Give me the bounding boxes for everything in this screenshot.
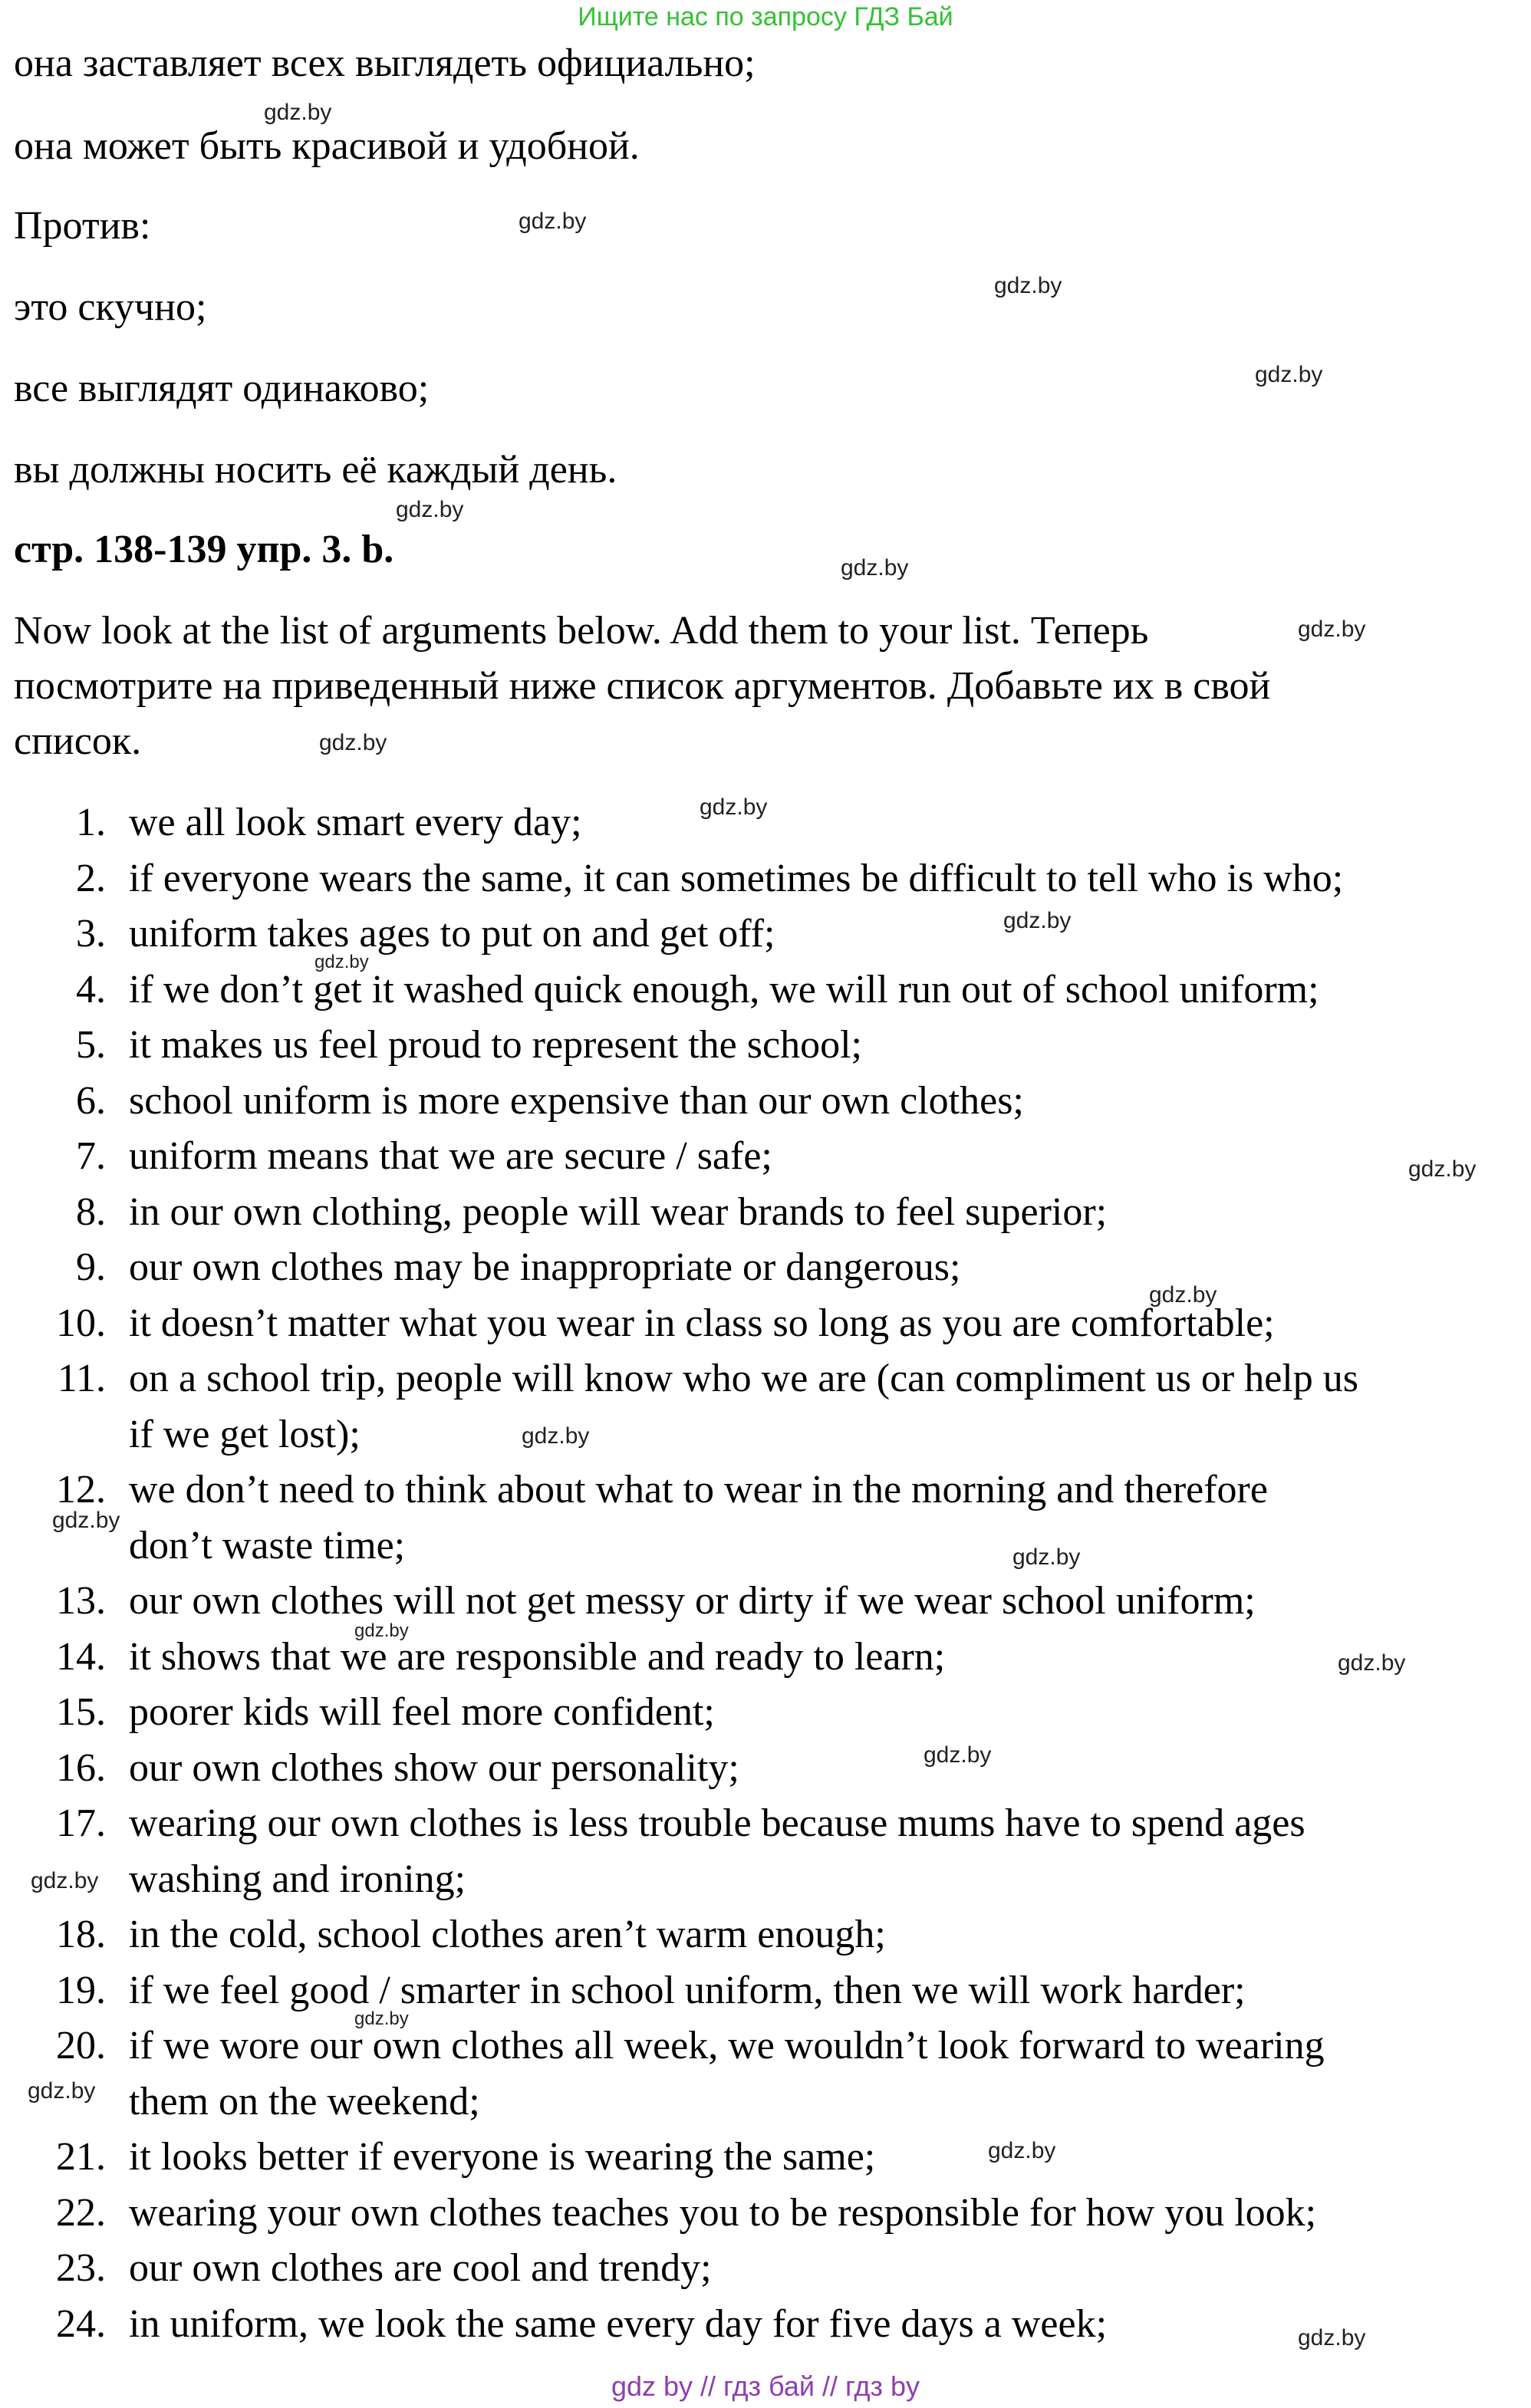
instruction-line-1: Now look at the list of arguments below. Add them to your list. Теперь (14, 609, 1149, 653)
argument-text: poorer kids will feel more confident; (129, 1690, 715, 1734)
argument-text: if we wore our own clothes all week, we wouldn’t look forward to wearing (129, 2024, 1325, 2068)
argument-text: if we feel good / smarter in school uniform, then we will work harder; (129, 1969, 1246, 2012)
argument-text: wearing our own clothes is less trouble because mums have to spend ages (129, 1801, 1305, 1845)
argument-number: 12. (56, 1468, 106, 1512)
argument-number: 11. (57, 1357, 106, 1400)
watermark: gdz.by (1298, 2325, 1366, 2350)
footer-links[interactable]: gdz by // гдз бай // гдз by (611, 2370, 920, 2402)
argument-text: our own clothes show our personality; (129, 1746, 739, 1790)
argument-text: it doesn’t matter what you wear in class so long as you are comfortable; (129, 1301, 1275, 1345)
argument-text: on a school trip, people will know who we are (can compliment us or help us (129, 1357, 1358, 1400)
argument-number: 18. (56, 1913, 106, 1956)
task-heading: стр. 138-139 упр. 3. b. (14, 528, 394, 571)
watermark: gdz.by (314, 952, 369, 972)
watermark: gdz.by (1338, 1650, 1406, 1676)
argument-number: 19. (56, 1969, 106, 2012)
argument-number: 6. (76, 1079, 106, 1123)
argument-number: 20. (56, 2024, 106, 2068)
argument-number: 5. (76, 1023, 106, 1067)
argument-text: wearing your own clothes teaches you to be responsible for how you look; (129, 2191, 1317, 2235)
argument-text: our own clothes may be inappropriate or dangerous; (129, 1245, 961, 1289)
argument-number: 4. (76, 968, 106, 1012)
con-argument-3: вы должны носить её каждый день. (14, 448, 617, 492)
search-banner[interactable]: Ищите нас по запросу ГДЗ Бай (578, 2, 953, 31)
watermark: gdz.by (1012, 1544, 1081, 1570)
watermark: gdz.by (31, 1868, 99, 1893)
argument-text: uniform means that we are secure / safe; (129, 1134, 772, 1178)
argument-text: them on the weekend; (129, 2080, 480, 2123)
argument-text: school uniform is more expensive than our own clothes; (129, 1079, 1024, 1123)
argument-number: 1. (76, 801, 106, 844)
argument-number: 8. (76, 1190, 106, 1234)
instruction-line-3: список. (14, 719, 142, 763)
watermark: gdz.by (1003, 908, 1072, 933)
instruction-line-2: посмотрите на приведенный ниже список аргументов. Добавьте их в свой (14, 664, 1271, 708)
argument-number: 13. (56, 1579, 106, 1623)
argument-number: 23. (56, 2246, 106, 2290)
watermark: gdz.by (994, 273, 1062, 298)
watermark: gdz.by (924, 1742, 992, 1768)
pro-argument-2: она может быть красивой и удобной. (14, 124, 640, 168)
argument-text: in uniform, we look the same every day for five days a week; (129, 2302, 1108, 2346)
argument-number: 17. (56, 1801, 106, 1845)
watermark: gdz.by (28, 2078, 96, 2104)
argument-number: 21. (56, 2135, 106, 2179)
argument-number: 16. (56, 1746, 106, 1790)
watermark: gdz.by (396, 497, 464, 522)
argument-text: in our own clothing, people will wear brands to feel superior; (129, 1190, 1108, 1234)
argument-number: 3. (76, 912, 106, 956)
watermark: gdz.by (319, 730, 387, 755)
argument-text: it makes us feel proud to represent the school; (129, 1023, 862, 1067)
argument-number: 9. (76, 1245, 106, 1289)
argument-number: 24. (56, 2302, 106, 2346)
argument-text: if we get lost); (129, 1413, 361, 1456)
argument-number: 14. (56, 1635, 106, 1679)
argument-text: it shows that we are responsible and ready to learn; (129, 1635, 946, 1679)
watermark: gdz.by (841, 555, 909, 581)
watermark: gdz.by (52, 1508, 120, 1533)
watermark: gdz.by (1408, 1156, 1477, 1182)
watermark: gdz.by (354, 1620, 409, 1641)
watermark: gdz.by (264, 100, 332, 125)
argument-text: uniform takes ages to put on and get off; (129, 912, 775, 956)
against-heading: Против: (14, 204, 151, 248)
pro-argument-1: она заставляет всех выглядеть официально; (14, 41, 756, 85)
argument-text: if everyone wears the same, it can sometimes be difficult to tell who is who; (129, 857, 1344, 900)
watermark: gdz.by (522, 1423, 590, 1449)
argument-text: our own clothes will not get messy or dirty if we wear school uniform; (129, 1579, 1256, 1623)
argument-number: 15. (56, 1690, 106, 1734)
watermark: gdz.by (1298, 617, 1366, 642)
argument-text: if we don’t get it washed quick enough, we will run out of school uniform; (129, 968, 1319, 1012)
watermark: gdz.by (1149, 1282, 1217, 1308)
con-argument-1: это скучно; (14, 285, 207, 329)
argument-number: 2. (76, 857, 106, 900)
watermark: gdz.by (988, 2138, 1056, 2163)
argument-number: 7. (76, 1134, 106, 1178)
argument-text: washing and ironing; (129, 1857, 466, 1901)
watermark: gdz.by (700, 794, 768, 820)
con-argument-2: все выглядят одинаково; (14, 367, 430, 410)
argument-text: it looks better if everyone is wearing the same; (129, 2135, 876, 2179)
argument-number: 22. (56, 2191, 106, 2235)
watermark: gdz.by (519, 209, 587, 234)
watermark: gdz.by (1255, 362, 1323, 387)
argument-text: we don’t need to think about what to wear in the morning and therefore (129, 1468, 1268, 1512)
argument-text: don’t waste time; (129, 1524, 406, 1568)
argument-number: 10. (56, 1301, 106, 1345)
argument-text: we all look smart every day; (129, 801, 582, 844)
argument-text: our own clothes are cool and trendy; (129, 2246, 712, 2290)
watermark: gdz.by (354, 2008, 409, 2029)
argument-text: in the cold, school clothes aren’t warm enough; (129, 1913, 886, 1956)
